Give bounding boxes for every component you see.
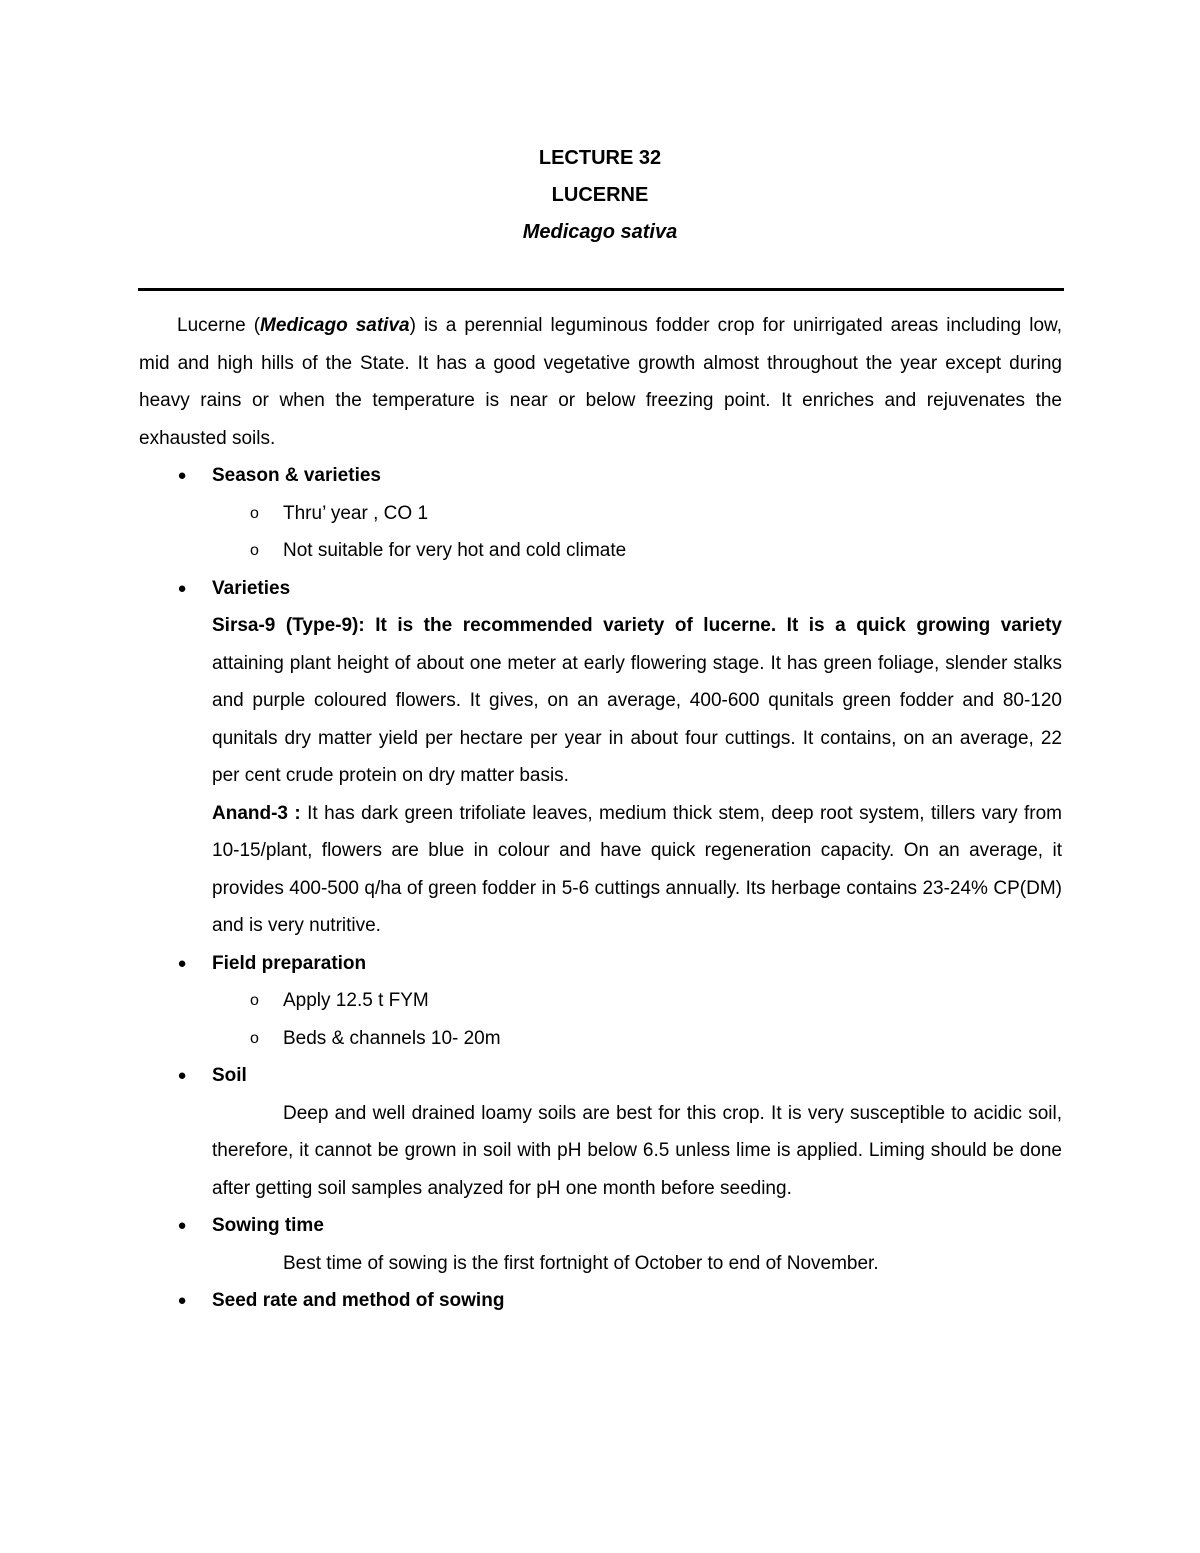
title-block bbox=[0, 140, 1200, 251]
list-item: o Not suitable for very hot and cold climate bbox=[212, 532, 1062, 570]
section-heading: Varieties bbox=[212, 577, 291, 599]
soil-paragraph: Deep and well drained loamy soils are best for this crop. It is very susceptible to acidic soil, therefore, it cannot be grown in soil with pH below 6.5 unless lime is applied. Liming should be done after getting soil samples analyzed for pH one month before seeding. bbox=[212, 1102, 1062, 1199]
variety-name: Sirsa-9 (Type-9): bbox=[212, 615, 365, 636]
bullet-icon: ● bbox=[177, 579, 187, 597]
section-varieties bbox=[139, 570, 1062, 945]
variety-paragraph-sirsa: Sirsa-9 (Type-9): It is the recommended variety of lucerne. It is a quick growing variety attaining plant height of about one meter at early flowering stage. It has green foliage, slender stalks and purple coloured flowers. It gives, on an average, 400-600 qunitals green fodder and 80-120 qunitals dry matter yield per hectare per year in about four cuttings. It contains, on an average, 22 per cent crude protein on dry matter basis. bbox=[212, 615, 1062, 786]
intro-paragraph: Lucerne (Medicago sativa) is a perennial leguminous fodder crop for unirrigated areas including low, mid and high hills of the State. It has a good vegetative growth almost throughout the year except during heavy rains or when the temperature is near or below freezing point. It enriches and rejuvenates the exhausted soils. bbox=[139, 315, 1063, 449]
list-item: o Beds & channels 10- 20m bbox=[212, 1020, 1062, 1058]
bullet-icon: ● bbox=[177, 1217, 187, 1234]
crop-title: LUCERNE bbox=[551, 184, 649, 206]
circle-bullet-icon: o bbox=[250, 504, 259, 522]
scientific-name: Medicago sativa bbox=[522, 221, 678, 243]
horizontal-rule bbox=[138, 288, 1064, 291]
section-heading: Soil bbox=[212, 1065, 247, 1086]
bullet-icon: ● bbox=[177, 1292, 187, 1309]
list-item: o Thru’ year , CO 1 bbox=[212, 495, 1062, 533]
lecture-number: LECTURE 32 bbox=[538, 147, 662, 169]
intro-scientific-name: Medicago sativa bbox=[260, 315, 410, 336]
list-item: o Apply 12.5 t FYM bbox=[212, 982, 1062, 1020]
circle-bullet-icon: o bbox=[250, 1029, 259, 1047]
section-heading: Field preparation bbox=[212, 952, 367, 974]
bullet-icon: ● bbox=[177, 1067, 187, 1084]
document-body bbox=[139, 307, 1062, 1320]
circle-bullet-icon: o bbox=[250, 992, 259, 1009]
variety-name: Anand-3 : bbox=[212, 802, 301, 824]
section-heading: Season & varieties bbox=[212, 465, 381, 486]
section-field-preparation bbox=[139, 945, 1062, 1058]
sowing-time-paragraph: Best time of sowing is the first fortnight of October to end of November. bbox=[283, 1252, 879, 1274]
section-list bbox=[139, 457, 1062, 1320]
section-heading: Sowing time bbox=[212, 1215, 324, 1236]
section-season bbox=[139, 457, 1062, 570]
intro-text: is a perennial leguminous fodder crop for unirrigated areas including low, mid and high hills of the State. It has a good vegetative growth almost throughout the year except during heavy rains or when the temperature is near or below freezing point. It enriches and rejuvenates the exhausted soils. bbox=[139, 315, 1063, 449]
section-seed-rate bbox=[139, 1282, 1062, 1320]
sub-list bbox=[212, 495, 1062, 570]
variety-paragraph-anand: Anand-3 : It has dark green trifoliate leaves, medium thick stem, deep root system, tillers vary from 10-15/plant, flowers are blue in colour and have quick regeneration capacity. On an average, it provides 400-500 q/ha of green fodder in 5-6 cuttings annually. Its herbage contains 23-24% CP(DM) and is very nutritive. bbox=[212, 802, 1062, 936]
section-soil bbox=[139, 1057, 1062, 1207]
bullet-icon: ● bbox=[177, 467, 187, 484]
section-sowing-time bbox=[139, 1207, 1062, 1282]
intro-word: Lucerne bbox=[177, 315, 246, 336]
bullet-icon: ● bbox=[177, 954, 187, 972]
circle-bullet-icon: o bbox=[250, 542, 259, 559]
sub-list bbox=[212, 982, 1062, 1057]
section-heading: Seed rate and method of sowing bbox=[212, 1290, 505, 1311]
